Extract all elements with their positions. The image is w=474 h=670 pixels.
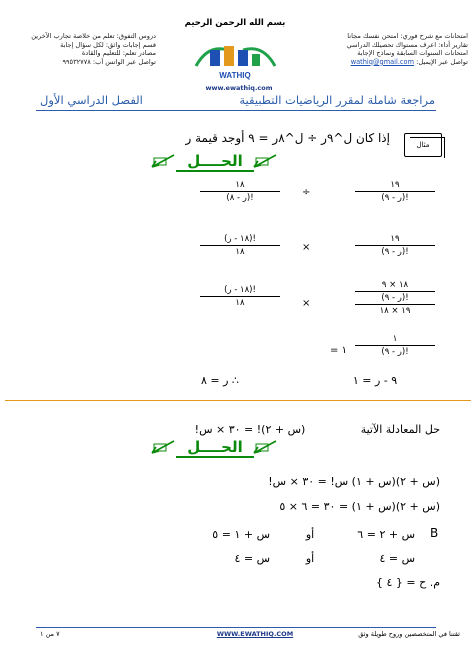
solution-label: الحــــل	[187, 152, 243, 170]
solution-label: الحــــل	[187, 438, 243, 456]
footer-slogan: ثقتنا في المتخصصين وروح طويلة وثق	[358, 630, 460, 638]
fraction-numerator: ١٨	[235, 180, 245, 190]
fraction-bar	[355, 304, 435, 305]
pen-icon	[150, 152, 178, 170]
problem1-final-answer: ∴ ر = ٨	[201, 374, 239, 387]
header-left-block	[6, 32, 156, 66]
problem1-solution-header	[150, 152, 280, 172]
fraction-right	[355, 280, 435, 316]
header-left-line: مصادر تعلم: للتعليم والقادة	[81, 49, 156, 58]
problem2-prompt: حل المعادلة الآتية	[360, 423, 440, 436]
page-number: ٧ من ١	[40, 630, 60, 638]
header-email-line	[330, 58, 468, 67]
fraction-left	[200, 234, 280, 257]
logo-text: WATHIQ	[219, 71, 251, 80]
fraction-numerator: (١٨ - ر)!	[224, 285, 256, 295]
case2-left: س = ٤	[234, 552, 270, 565]
fraction-bar	[355, 191, 435, 192]
example-label: مثال	[416, 141, 430, 149]
header-left-line: تواصل عبر الواتس آب: ٩٩٥٣٢٧٧٨	[62, 57, 156, 66]
fraction-denominator: (ر - ٩)!	[381, 347, 409, 357]
fraction-denominator: ١٩ × ١٨	[379, 306, 411, 316]
pen-icon	[150, 438, 178, 456]
fraction-denominator: (ر - ٩)!	[381, 193, 409, 203]
fraction-bar	[355, 345, 435, 346]
operator-multiply: ×	[302, 242, 311, 253]
fraction-bar	[200, 245, 280, 246]
fraction-denominator: (ر - ٩)!	[381, 247, 409, 257]
site-url[interactable]: www.ewathiq.com	[205, 84, 273, 92]
footer-website-link[interactable]: WWW.EWATHIQ.COM	[216, 630, 294, 638]
fraction-bar	[355, 291, 435, 292]
fraction-bar	[200, 296, 280, 297]
fraction-numerator: ١٩	[390, 180, 400, 190]
fraction-denominator: ١٨	[235, 298, 245, 308]
email-link[interactable]: wathiq@gmail.com	[350, 57, 415, 66]
header-left-line: قسم إجابات واثق: لكل سؤال إجابة	[60, 40, 156, 49]
solution-underline	[176, 170, 254, 172]
fraction-numerator: (١٨ - ر)!	[224, 234, 256, 244]
basmala: بسم الله الرحمن الرحيم	[184, 18, 286, 28]
fraction-right	[355, 234, 435, 257]
case2-right: س = ٤	[379, 552, 415, 565]
case1-left: س + ١ = ٥	[212, 528, 270, 541]
fraction-bar	[355, 245, 435, 246]
case2-or: أو	[305, 552, 315, 565]
fraction-numerator: ١٩	[390, 234, 400, 244]
fraction-left	[200, 180, 280, 203]
problem2-solution-header	[150, 438, 280, 458]
pen-icon	[252, 152, 280, 170]
fraction-right	[355, 180, 435, 203]
fraction-bar	[200, 191, 280, 192]
header-left-line: دروس التفوق: تعلم من خلاصة تجارب الآخرين	[31, 32, 156, 40]
title-left: الفصل الدراسي الأول	[40, 93, 143, 107]
email-label: تواصل عبر الإيميل:	[416, 57, 468, 66]
case1-or: أو	[305, 528, 315, 541]
fraction-numerator: ١٨ × ٩	[381, 280, 409, 290]
fraction-right	[355, 334, 435, 357]
wathiq-logo	[188, 36, 283, 82]
header-right-line: تقارير أداء: اعرف مستواك تحصيلك الدراسي	[346, 40, 468, 49]
pen-icon	[252, 438, 280, 456]
problem2-line: (س + ٢)(س + ١) س! = ٣٠ × س!	[268, 475, 440, 488]
operator-multiply: ×	[302, 298, 311, 309]
solution-underline	[176, 456, 254, 458]
section-divider	[5, 400, 471, 401]
title-right: مراجعة شاملة لمقرر الرياضيات التطبيقية	[239, 93, 435, 107]
problem1-statement: إذا كان ل^٩ر ÷ ل^٨ر = ٩ أوجد قيمة ر	[185, 131, 390, 145]
fraction-denominator: (ر - ٩)!	[381, 293, 409, 303]
top-divider	[36, 110, 436, 111]
page-title	[40, 93, 435, 107]
equals-one: = ١	[330, 345, 347, 356]
header-right-line: امتحانات السنوات السابقة ونماذج الإجابة	[357, 49, 468, 58]
problem1-final-step: ٩ - ر = ١	[352, 374, 398, 387]
fraction-denominator: ١٨	[235, 247, 245, 257]
operator-divide: ÷	[302, 187, 311, 198]
problem2-equation: (س + ٢)! = ٣٠ × س!	[194, 423, 306, 436]
header-right-line: امتحانات مع شرح فوري: امتحن نفسك مجانا	[347, 32, 468, 40]
case1-right: س + ٢ = ٦	[357, 528, 415, 541]
fraction-denominator: (ر - ٨)!	[226, 193, 254, 203]
bottom-divider	[36, 627, 436, 628]
fraction-numerator: ١	[392, 334, 398, 344]
header-right-block	[330, 32, 468, 66]
example-label-box	[404, 133, 442, 157]
margin-marker: B	[430, 526, 439, 540]
solution-set: م. ح = { ٤ }	[375, 576, 440, 589]
problem2-line: (س + ٢)(س + ١) = ٣٠ = ٦ × ٥	[279, 500, 440, 513]
fraction-left	[200, 285, 280, 308]
